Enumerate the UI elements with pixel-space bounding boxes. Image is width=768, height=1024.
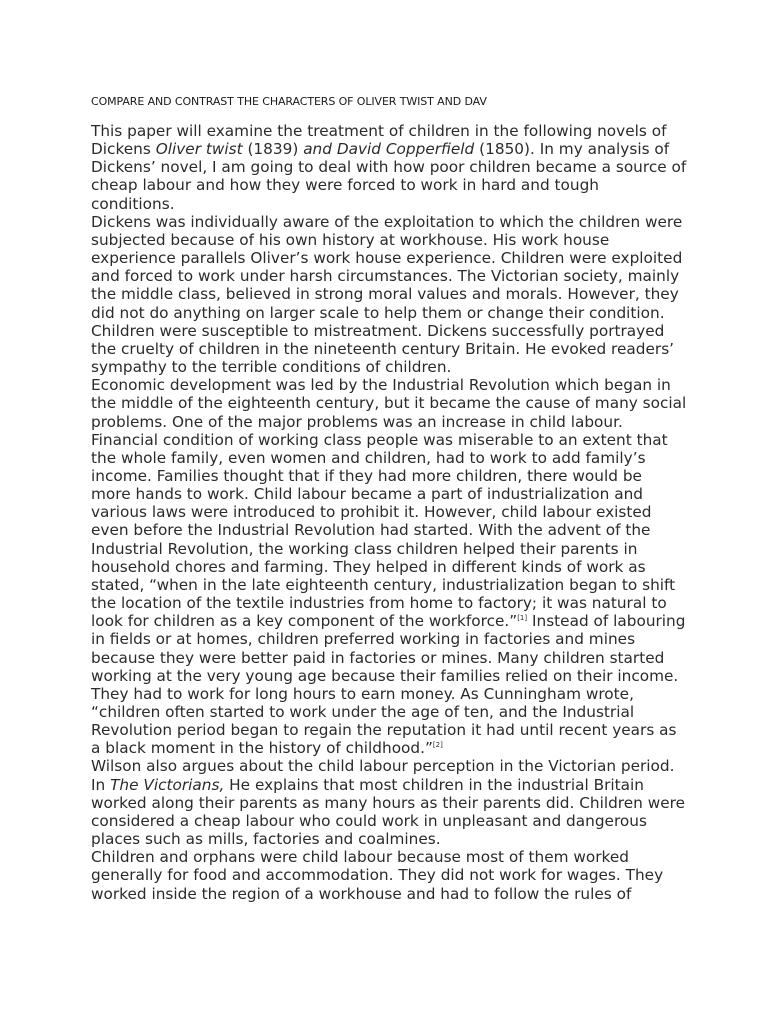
text-run: Instead of labouring: [527, 612, 686, 631]
document-heading: COMPARE AND CONTRAST THE CHARACTERS OF OLIVER TWIST AND DAV: [91, 95, 487, 108]
text-line: did not do anything on larger scale to help them or change their condition.: [91, 303, 665, 322]
text-line: Dickens was individually aware of the exploitation to which the children were: [91, 212, 683, 231]
text-line: Children and orphans were child labour because most of them worked: [91, 848, 629, 867]
text-line: various laws were introduced to prohibit it. However, child labour existed: [91, 503, 652, 522]
text-line: places such as mills, factories and coalmines.: [91, 830, 441, 849]
text-line: worked along their parents as many hours as their parents did. Children were: [91, 793, 686, 812]
text-line: more hands to work. Child labour became a part of industrialization and: [91, 485, 643, 504]
text-line: the location of the textile industries from home to factory; it was natural to: [91, 594, 667, 613]
document-body: [91, 122, 691, 903]
text-line: conditions.: [91, 194, 175, 213]
text-line: experience parallels Oliver’s work house experience. Children were exploited: [91, 249, 683, 268]
text-line: Industrial Revolution, the working class children helped their parents in: [91, 539, 638, 558]
text-run: He explains that most children in the industrial Britain: [224, 775, 644, 794]
text-run: Dickens: [91, 140, 156, 159]
text-line: the middle of the eighteenth century, but it became the cause of many social: [91, 394, 687, 413]
paragraph-dickens-workhouse: [91, 213, 691, 376]
text-line: “children often started to work under the age of ten, and the Industrial: [91, 703, 635, 721]
text-line: generally for food and accommodation. They did not work for wages. They: [91, 866, 664, 885]
text-line: Financial condition of working class people was miserable to an extent that: [91, 430, 668, 449]
text-line: [91, 739, 691, 757]
text-line: [91, 612, 691, 630]
text-line: and forced to work under harsh circumstances. The Victorian society, mainly: [91, 267, 680, 286]
text-line: sympathy to the terrible conditions of children.: [91, 358, 452, 377]
text-run: (1839): [242, 140, 304, 159]
paragraph-intro: [91, 122, 691, 213]
book-title-the-victorians: The Victorians,: [110, 775, 225, 794]
novel-title-david-copperfield: and David Copperfield: [303, 140, 475, 159]
text-line: in fields or at homes, children preferred working in factories and mines: [91, 630, 636, 649]
text-line: subjected because of his own history at workhouse. His work house: [91, 230, 610, 249]
footnote-reference[interactable]: [2]: [432, 741, 443, 750]
text-run: In: [91, 775, 111, 794]
text-line: problems. One of the major problems was an increase in child labour.: [91, 412, 623, 431]
text-line: They had to work for long hours to earn money. As Cunningham wrote,: [91, 684, 634, 703]
text-run: look for children as a key component of the workforce.”: [91, 612, 518, 631]
text-run: (1850). In my analysis of: [474, 140, 670, 159]
text-line: the cruelty of children in the nineteenth century Britain. He evoked readers’: [91, 339, 675, 358]
text-line: even before the Industrial Revolution had started. With the advent of the: [91, 521, 651, 540]
text-line: because they were better paid in factories or mines. Many children started: [91, 648, 665, 667]
text-line: worked inside the region of a workhouse and had to follow the rules of: [91, 884, 632, 903]
text-line: Economic development was led by the Industrial Revolution which began in: [91, 376, 671, 395]
footnote-reference[interactable]: [1]: [517, 614, 528, 623]
text-line: working at the very young age because their families relied on their income.: [91, 666, 679, 685]
text-line: Children were susceptible to mistreatment. Dickens successfully portrayed: [91, 321, 665, 340]
paragraph-orphans: [91, 848, 691, 902]
text-line: cheap labour and how they were forced to work in hard and tough: [91, 176, 599, 195]
text-line: stated, “when in the late eighteenth century, industrialization began to shift: [91, 575, 676, 594]
text-line: household chores and farming. They helped in different kinds of work as: [91, 557, 646, 576]
text-line: Wilson also argues about the child labour perception in the Victorian period.: [91, 757, 675, 776]
text-line: This paper will examine the treatment of children in the following novels of: [91, 122, 667, 140]
text-line: the middle class, believed in strong moral values and morals. However, they: [91, 285, 679, 304]
text-line: [91, 776, 691, 794]
novel-title-oliver-twist: Oliver twist: [155, 140, 243, 159]
text-line: Dickens’ novel, I am going to deal with how poor children became a source of: [91, 158, 687, 177]
text-line: Revolution period began to regain the reputation it had until recent years as: [91, 721, 677, 740]
paragraph-wilson: [91, 757, 691, 848]
paragraph-industrial-revolution: [91, 376, 691, 757]
text-line: the whole family, even women and children, had to work to add family’s: [91, 448, 646, 467]
text-line: income. Families thought that if they had more children, there would be: [91, 466, 642, 485]
text-line: [91, 140, 691, 158]
text-run: a black moment in the history of childhood.”: [91, 739, 433, 758]
text-line: considered a cheap labour who could work in unpleasant and dangerous: [91, 811, 647, 830]
